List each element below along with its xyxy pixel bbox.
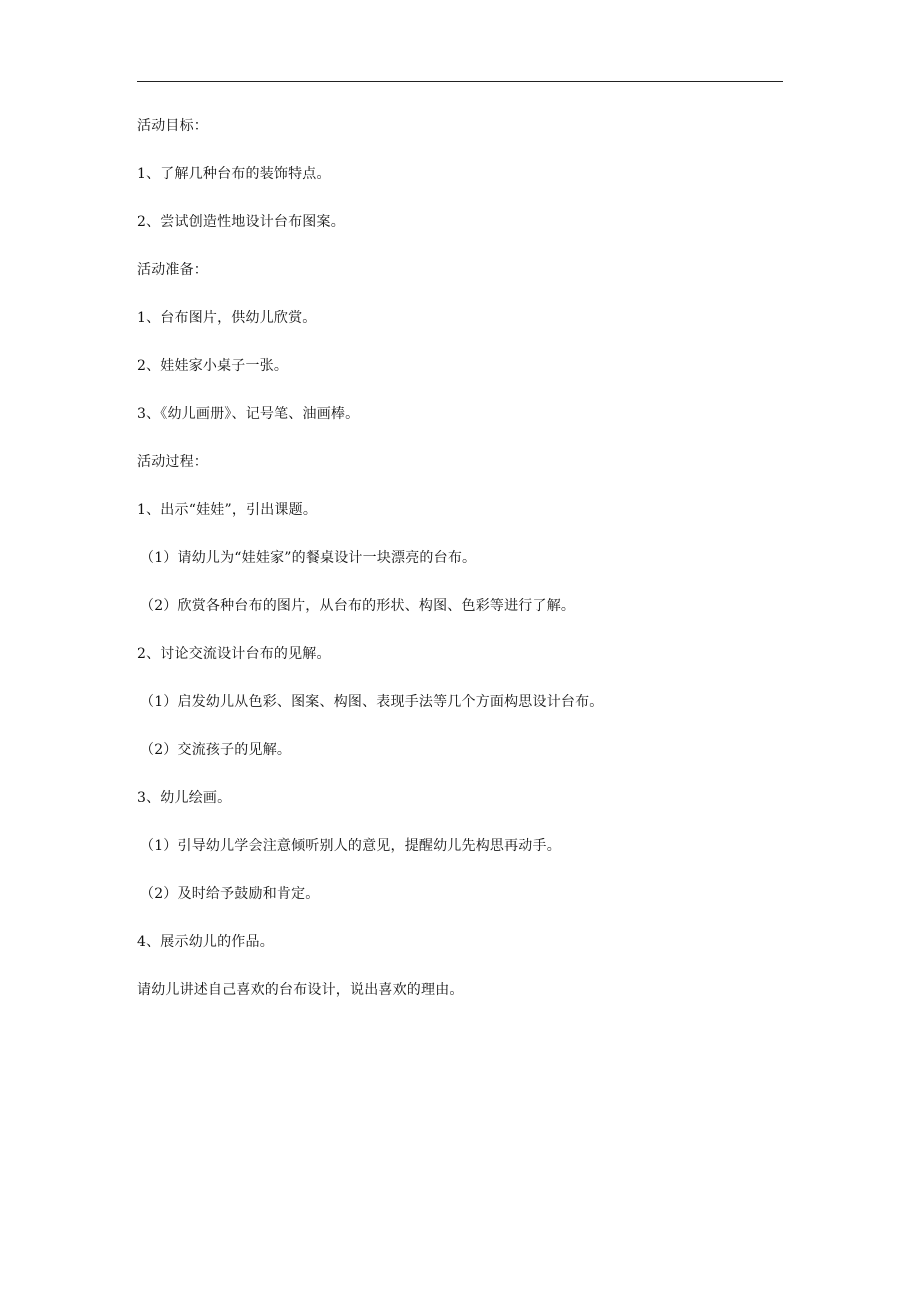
goal-item-1: 1、了解几种台布的装饰特点。 [137, 166, 331, 182]
process-step-2-sub-2: （2）交流孩子的见解。 [140, 742, 292, 758]
preparation-item-1: 1、台布图片，供幼儿欣赏。 [137, 310, 317, 326]
closing-paragraph: 请幼儿讲述自己喜欢的台布设计，说出喜欢的理由。 [137, 982, 464, 998]
goal-item-2: 2、尝试创造性地设计台布图案。 [137, 214, 345, 230]
process-step-2: 2、讨论交流设计台布的见解。 [137, 646, 331, 662]
process-step-3-sub-2: （2）及时给予鼓励和肯定。 [140, 886, 320, 902]
process-step-4: 4、展示幼儿的作品。 [137, 934, 274, 950]
process-step-1-sub-2: （2）欣赏各种台布的图片，从台布的形状、构图、色彩等进行了解。 [140, 598, 576, 614]
process-step-3: 3、幼儿绘画。 [137, 790, 232, 806]
process-step-2-sub-1: （1）启发幼儿从色彩、图案、构图、表现手法等几个方面构思设计台布。 [140, 694, 604, 710]
document-body [137, 114, 783, 1026]
section-heading-goals: 活动目标： [137, 118, 208, 134]
section-heading-preparation: 活动准备： [137, 262, 208, 278]
preparation-item-3: 3、《幼儿画册》、记号笔、油画棒。 [137, 406, 360, 422]
process-step-1-sub-1: （1）请幼儿为“娃娃家”的餐桌设计一块漂亮的台布。 [140, 550, 477, 566]
preparation-item-2: 2、娃娃家小桌子一张。 [137, 358, 289, 374]
process-step-1: 1、出示“娃娃”，引出课题。 [137, 502, 318, 518]
header-rule [137, 81, 783, 82]
section-heading-process: 活动过程： [137, 454, 208, 470]
process-step-3-sub-1: （1）引导幼儿学会注意倾听别人的意见，提醒幼儿先构思再动手。 [140, 838, 561, 854]
